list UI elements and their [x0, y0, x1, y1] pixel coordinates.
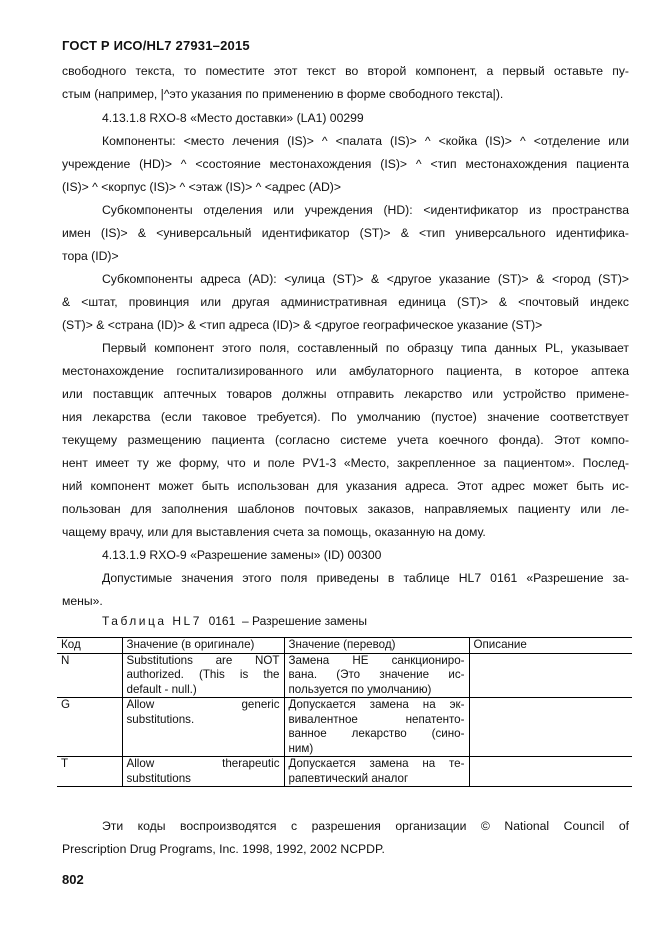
- cell-line: default - null.): [126, 682, 197, 696]
- code-cell: T: [57, 757, 122, 787]
- body-line: тора (ID)>: [62, 249, 119, 263]
- body-line: мены».: [62, 594, 103, 608]
- section-heading: 4.13.1.9 RXO-9 «Разрешение замены» (ID) 00300: [102, 548, 382, 562]
- footnote-line: Prescription Drug Programs, Inc. 1998, 1992, 2002 NCPDP.: [62, 842, 385, 856]
- body-line: ний компонент может быть использован для указания адреса. Этот адрес может быть ис-: [62, 479, 629, 493]
- body-line: Субкомпоненты адреса (AD): <улица (ST)> & <другое указание (ST)> & <город (ST)>: [102, 272, 629, 286]
- document-header: ГОСТ Р ИСО/HL7 27931–2015: [62, 38, 250, 53]
- original-cell: [122, 757, 284, 787]
- table-caption-number: 0161: [208, 614, 236, 628]
- cell-line: substitutions: [126, 771, 191, 785]
- header-translation: Значение (перевод): [284, 638, 469, 654]
- table-row: [57, 653, 632, 698]
- cell-line: вивалентное непатенто-: [288, 712, 465, 726]
- translation-cell: [284, 653, 469, 698]
- body-line: & <штат, провинция или другая административная единица (ST)> & <почтовый индекс: [62, 295, 629, 309]
- cell-line: ванное лекарство (сино-: [288, 727, 465, 740]
- original-cell: [122, 653, 284, 698]
- cell-line: вана. (Это значение ис-: [288, 668, 465, 681]
- body-line: (ST)> & <страна (ID)> & <тип адреса (ID)> & <другое географическое указание (ST)>: [62, 318, 543, 332]
- header-code: Код: [57, 638, 122, 654]
- body-line: или поставщик аптечных товаров должны отправить лекарство или устройство примене-: [62, 387, 629, 401]
- table-caption: [102, 614, 367, 628]
- body-line: чащему врачу, или для выставления счета за помощь, оказанную на дому.: [62, 525, 486, 539]
- page-number: 802: [62, 872, 84, 887]
- description-cell: [469, 757, 632, 787]
- body-line: Первый компонент этого поля, составленный по образцу типа данных PL, указывает: [102, 341, 629, 355]
- code-cell: N: [61, 653, 70, 667]
- table-caption-prefix: Таблица HL7: [102, 614, 202, 628]
- table-row: [57, 757, 632, 787]
- header-original: Значение (в оригинале): [122, 638, 284, 654]
- substitution-table: [57, 637, 632, 787]
- table-header-row: [57, 638, 632, 654]
- body-line: стым (например, |^это указания по применению в форме свободного текста|).: [62, 87, 504, 101]
- body-line: свободного текста, то поместите этот текст во второй компонент, а первый оставьте пу-: [62, 64, 629, 78]
- body-line: ния лекарства (если таковое требуется). По умолчанию (пустое) значение соответствует: [62, 410, 629, 424]
- body-line: (IS)> ^ <корпус (IS)> ^ <этаж (IS)> ^ <адрес (AD)>: [62, 180, 341, 194]
- description-cell: [469, 698, 632, 757]
- body-line: пользован для заполнения шаблонов почтовых заказов, направляемых пациенту или ле-: [62, 502, 629, 516]
- body-line: текущему размещению пациента (согласно системе учета коечного фонда). Этот компо-: [62, 433, 629, 447]
- body-line: местонахождение госпитализированного или амбулаторного пациента, в которое аптека: [62, 364, 629, 378]
- cell-line: Допускается замена на эк-: [288, 698, 465, 711]
- cell-line: Allow generic: [126, 698, 280, 711]
- cell-line: Allow therapeutic: [126, 757, 280, 770]
- cell-line: Замена НЕ санкциониро-: [288, 653, 465, 667]
- table-row: [57, 698, 632, 757]
- body-line: Компоненты: <место лечения (IS)> ^ <палата (IS)> ^ <койка (IS)> ^ <отделение или: [102, 134, 629, 148]
- table-caption-title: – Разрешение замены: [241, 614, 367, 628]
- cell-line: Допускается замена на те-: [288, 757, 465, 770]
- section-heading: 4.13.1.8 RXO-8 «Место доставки» (LA1) 00299: [102, 111, 364, 125]
- cell-line: пользуется по умолчанию): [288, 682, 432, 696]
- header-description: Описание: [469, 638, 632, 654]
- translation-cell: [284, 698, 469, 757]
- cell-line: authorized. (This is the: [126, 668, 280, 681]
- body-line: имен (IS)> & <универсальный идентификатор (ST)> & <тип универсального идентифика-: [62, 226, 629, 240]
- code-cell: G: [57, 698, 122, 757]
- cell-line: ним): [288, 741, 314, 755]
- body-line: нент имеет ту же форму, что и поле PV1-3 «Место, закрепленное за пациентом». Послед-: [62, 456, 629, 470]
- cell-line: рапевтический аналог: [288, 771, 409, 785]
- cell-line: substitutions.: [126, 712, 195, 726]
- translation-cell: [284, 757, 469, 787]
- description-cell: [469, 653, 632, 698]
- body-line: Субкомпоненты отделения или учреждения (HD): <идентификатор из пространства: [102, 203, 629, 217]
- cell-line: Substitutions are NOT: [126, 653, 280, 667]
- body-line: Допустимые значения этого поля приведены в таблице HL7 0161 «Разрешение за-: [102, 571, 629, 585]
- original-cell: [122, 698, 284, 757]
- footnote-line: Эти коды воспроизводятся с разрешения организации © National Council of: [102, 819, 629, 833]
- body-line: учреждение (HD)> ^ <состояние местонахождения (IS)> ^ <тип местонахождения пациента: [62, 157, 629, 171]
